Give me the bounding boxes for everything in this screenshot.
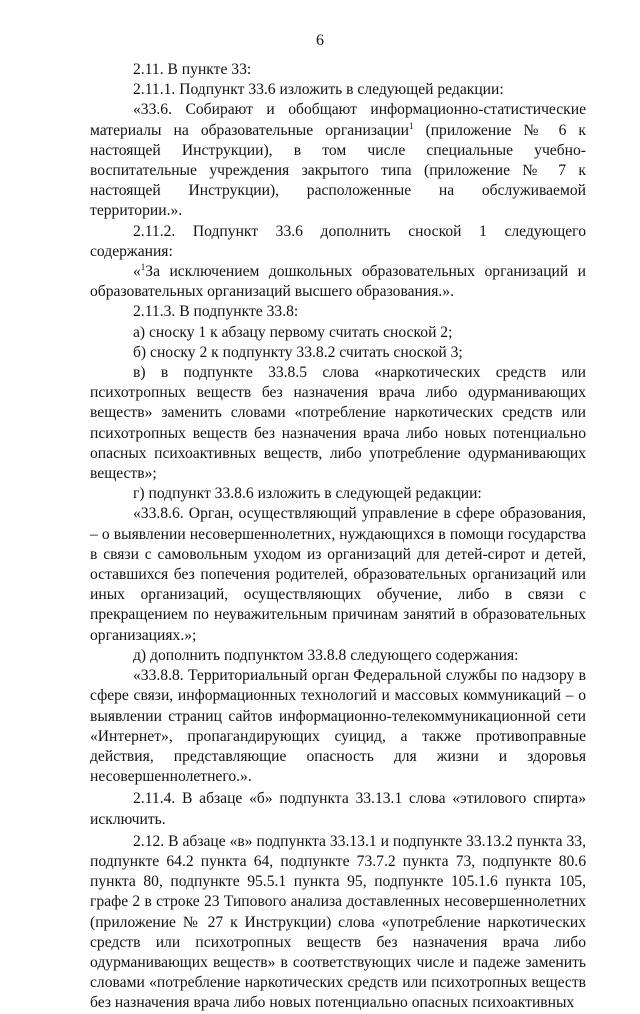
- paragraph-2-11-2: 2.11.2. Подпункт 33.6 дополнить сноской 1 следующего содержания:: [90, 222, 586, 260]
- footnote-mark: 1: [140, 261, 146, 272]
- paragraph-33-8-6: «33.8.6. Орган, осуществляющий управление в сфере образования, – о выявлении несовершеннолетних, нуждающихся в помощи государства в связи с самовольным уходом из организаций для детей-сирот и детей, оставшихся без попечения родителей, образовательных организаций или иных организаций, осуществляющих обучение, либо в связи с прекращением по неуважительным причинам занятий в образовательных организациях.»;: [90, 505, 586, 644]
- document-body: [90, 60, 586, 1014]
- paragraph-v: в) в подпункте 33.8.5 слова «наркотических средств или психотропных веществ без назначения врача либо одурманивающих веществ» заменить словами «потребление наркотических средств или психотропных веществ без назначения врача либо новых потенциально опасных психоактивных веществ, либо употребление одурманивающих веществ»;: [90, 364, 586, 483]
- paragraph-a: а) сноску 1 к абзацу первому считать сноской 2;: [133, 323, 453, 341]
- footnote-mark: 1: [408, 120, 414, 131]
- paragraph-33-8-8: «33.8.8. Территориальный орган Федеральной службы по надзору в сфере связи, информационных технологий и массовых коммуникаций – о выявлении страниц сайтов информационно-телекоммуникационной сети «Интернет», пропагандирующих суицид, а также противоправные действия, представляющие опасность для жизни и здоровья несовершеннолетнего.».: [90, 667, 586, 786]
- paragraph-2-11-3: 2.11.3. В подпункте 33.8:: [133, 303, 299, 321]
- paragraph-33-6-part1: «33.6. Собирают и обобщают информационно-статистические материалы на образовательные организации: [90, 101, 586, 139]
- footnote-text: [90, 262, 586, 302]
- footnote-open-quote: «: [133, 263, 141, 281]
- page-number: 6: [316, 32, 324, 49]
- paragraph-2-11-4: 2.11.4. В абзаце «б» подпункта 33.13.1 слова «этилового спирта» исключить.: [90, 790, 586, 828]
- paragraph-33-6-text: [90, 100, 586, 221]
- paragraph-g: г) подпункт 33.8.6 изложить в следующей редакции:: [133, 485, 482, 503]
- footnote-body: За исключением дошкольных образовательных организаций и образовательных организаций высшего образования.».: [90, 263, 586, 301]
- paragraph-2-12: 2.12. В абзаце «в» подпункта 33.13.1 и подпункте 33.13.2 пункта 33, подпункте 64.2 пункта 64, подпункте 73.7.2 пункта 73, подпункте 80.6 пункта 80, подпункте 95.5.1 пункта 95, подпункте 105.1.6 пункта 105, графе 2 в строке 23 Типового анализа доставленных несовершеннолетних (приложение № 27 к Инструкции) слова «употребление наркотических средств или психотропных веществ без назначения врача либо одурманивающих веществ» в соответствующих числе и падеже заменить словами «потребление наркотических средств или психотропных веществ без назначения врача либо новых потенциально опасных психоактивных: [90, 832, 586, 1012]
- paragraph-2-11-1: 2.11.1. Подпункт 33.6 изложить в следующей редакции:: [133, 81, 504, 99]
- paragraph-33-6-part2: (приложение № 6 к настоящей Инструкции), в том числе специальные учебно-воспитательные учреждения закрытого типа (приложение № 7 к настоящей Инструкции), расположенные на обслуживаемой территории.».: [90, 121, 586, 220]
- paragraph-d: д) дополнить подпунктом 33.8.8 следующего содержания:: [133, 646, 519, 664]
- paragraph-b: б) сноску 2 к подпункту 33.8.2 считать сноской 3;: [133, 343, 463, 361]
- paragraph-2-11: 2.11. В пункте 33:: [133, 61, 252, 78]
